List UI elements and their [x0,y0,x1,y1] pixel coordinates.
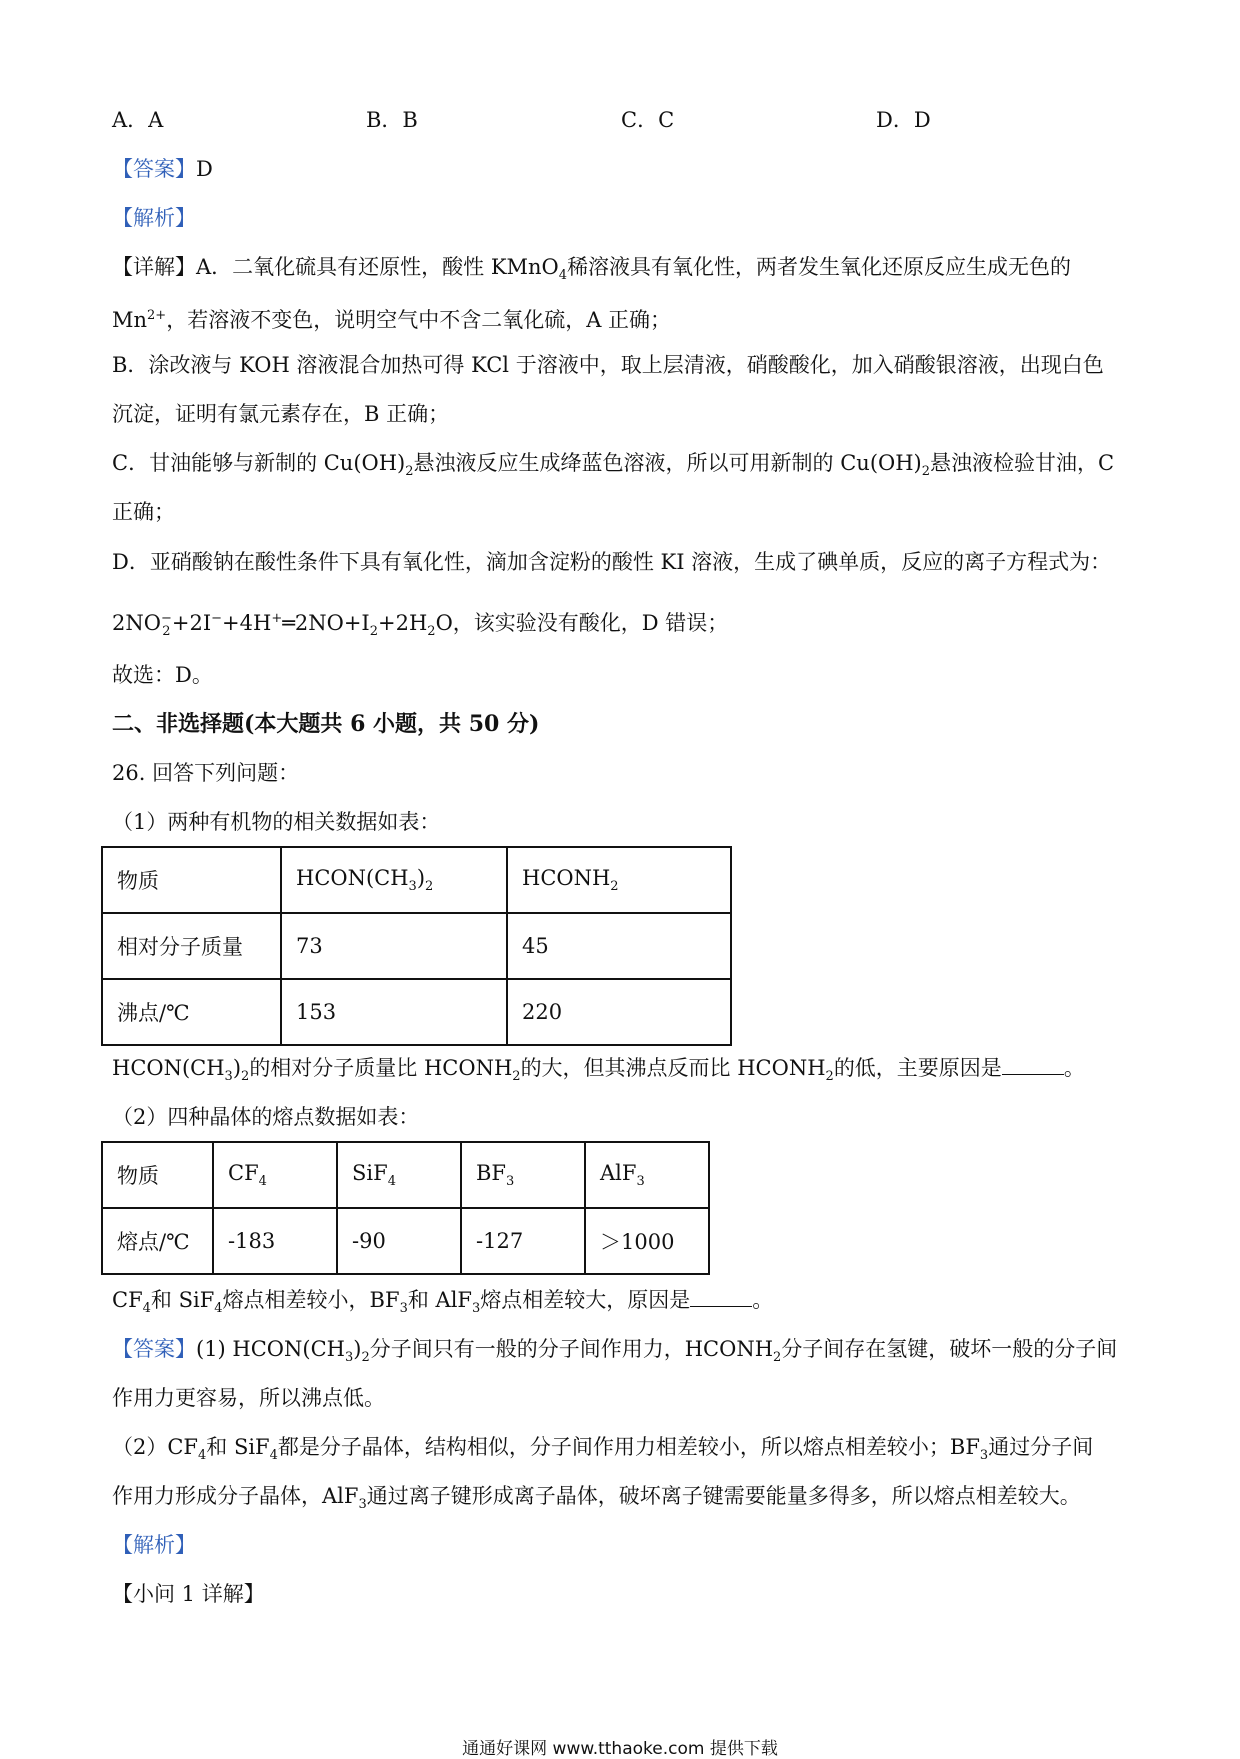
option-a: A．A [112,108,164,132]
option-b: B．B [366,108,418,132]
detail-c-line2: 正确； [112,500,175,524]
detail-a-line1: 【详解】A．二氧化硫具有还原性，酸性 KMnO$_4$稀溶液具有氧化性，两者发生氧化还原反应生成无色的 [112,255,1072,284]
table2-cell: -127 [461,1208,585,1274]
q26-answer-line1: 【答案】(1) $HCON(CH_3)_2$分子间只有一般的分子间作用力，$HCONH_2$分子间存在氢键，破坏一般的分子间 [112,1337,1118,1366]
table-crystals [101,1141,710,1275]
detail-b-line2: 沉淀，证明有氯元素存在，B 正确； [112,402,450,426]
q26-part2-intro: （2）四种晶体的熔点数据如表： [112,1105,420,1129]
q26-part1-question: $HCON(CH_3)_2$的相对分子质量比 $HCONH_2$的大，但其沸点反而比 $HCONH_2$的低，主要原因是 。 [112,1056,1085,1085]
table1-cell: 220 [507,979,731,1045]
table2-cell: -183 [213,1208,337,1274]
table1-cell: 153 [281,979,507,1045]
answer-blank[interactable] [1002,1056,1064,1075]
table1-header-formamide: $HCONH_2$ [507,847,731,913]
detail-c-line1: C．甘油能够与新制的 $Cu(OH)_2$悬浊液反应生成绛蓝色溶液，所以可用新制的 $Cu(OH)_2$悬浊液检验甘油，C [112,451,1115,480]
ionic-equation: 2NO − 2 $+2I^-+4H^+═2NO+I_2+2H_2O$，该实验没有酸化，D 错误； [112,610,729,640]
table2-header-alf3: AlF$_3$ [585,1142,709,1208]
table-organics [101,846,732,1046]
table2-header-substance: 物质 [102,1142,213,1208]
q26-analysis-tag: 【解析】 [112,1533,196,1557]
table1-row-bp-label: 沸点/℃ [102,979,281,1045]
detail-b-line1: B．涂改液与 KOH 溶液混合加热可得 KCl 于溶液中，取上层清液，硝酸酸化，加入硝酸银溶液，出现白色 [112,353,1104,377]
table2-header-sif4: SiF$_4$ [337,1142,461,1208]
table1-row-mass-label: 相对分子质量 [102,913,281,979]
page-footer: 通通好课网 www.tthaoke.com 提供下载 [462,1739,778,1759]
table1-header-substance: 物质 [102,847,281,913]
q26-answer-line4: 作用力形成分子晶体，AlF$_3$通过离子键形成离子晶体，破坏离子键需要能量多得多，所以熔点相差较大。 [112,1484,1081,1513]
q25-conclusion: 故选：D。 [112,663,213,687]
detail-a-line2: $Mn^{2+}$，若溶液不变色，说明空气中不含二氧化硫，A 正确； [112,308,672,332]
q25-answer: 【答案】D [112,157,213,181]
q26-stem: 26. 回答下列问题： [112,761,300,785]
table2-cell: ＞1000 [585,1208,709,1274]
answer-blank[interactable] [690,1288,752,1307]
table1-cell: 45 [507,913,731,979]
section-title: 二、非选择题(本大题共 6 小题，共 50 分) [112,711,540,737]
table2-header-bf3: $BF_3$ [461,1142,585,1208]
q26-part1-intro: （1）两种有机物的相关数据如表： [112,810,441,834]
table2-header-cf4: $CF_4$ [213,1142,337,1208]
option-c: C．C [621,108,675,132]
q26-sub1-detail: 【小问 1 详解】 [112,1582,265,1606]
q26-answer-line3: $(2)CF_4$和 SiF$_4$都是分子晶体，结构相似，分子间作用力相差较小，所以熔点相差较小；$BF_3$通过分子间 [112,1435,1094,1464]
detail-d-line1: D．亚硝酸钠在酸性条件下具有氧化性，滴加含淀粉的酸性 KI 溶液，生成了碘单质，反应的离子方程式为： [112,550,1112,574]
table2-cell: -90 [337,1208,461,1274]
q26-part2-question: $CF_4$和 SiF$_4$熔点相差较小，$BF_3$和 AlF$_3$熔点相差较大，原因是 。 [112,1288,774,1317]
table2-row-mp-label: 熔点/℃ [102,1208,213,1274]
table1-header-dmf: $HCON(CH_3)_2$ [281,847,507,913]
table1-cell: 73 [281,913,507,979]
option-d: D．D [876,108,931,132]
q26-answer-line2: 作用力更容易，所以沸点低。 [112,1386,385,1410]
q25-analysis-tag: 【解析】 [112,206,196,230]
